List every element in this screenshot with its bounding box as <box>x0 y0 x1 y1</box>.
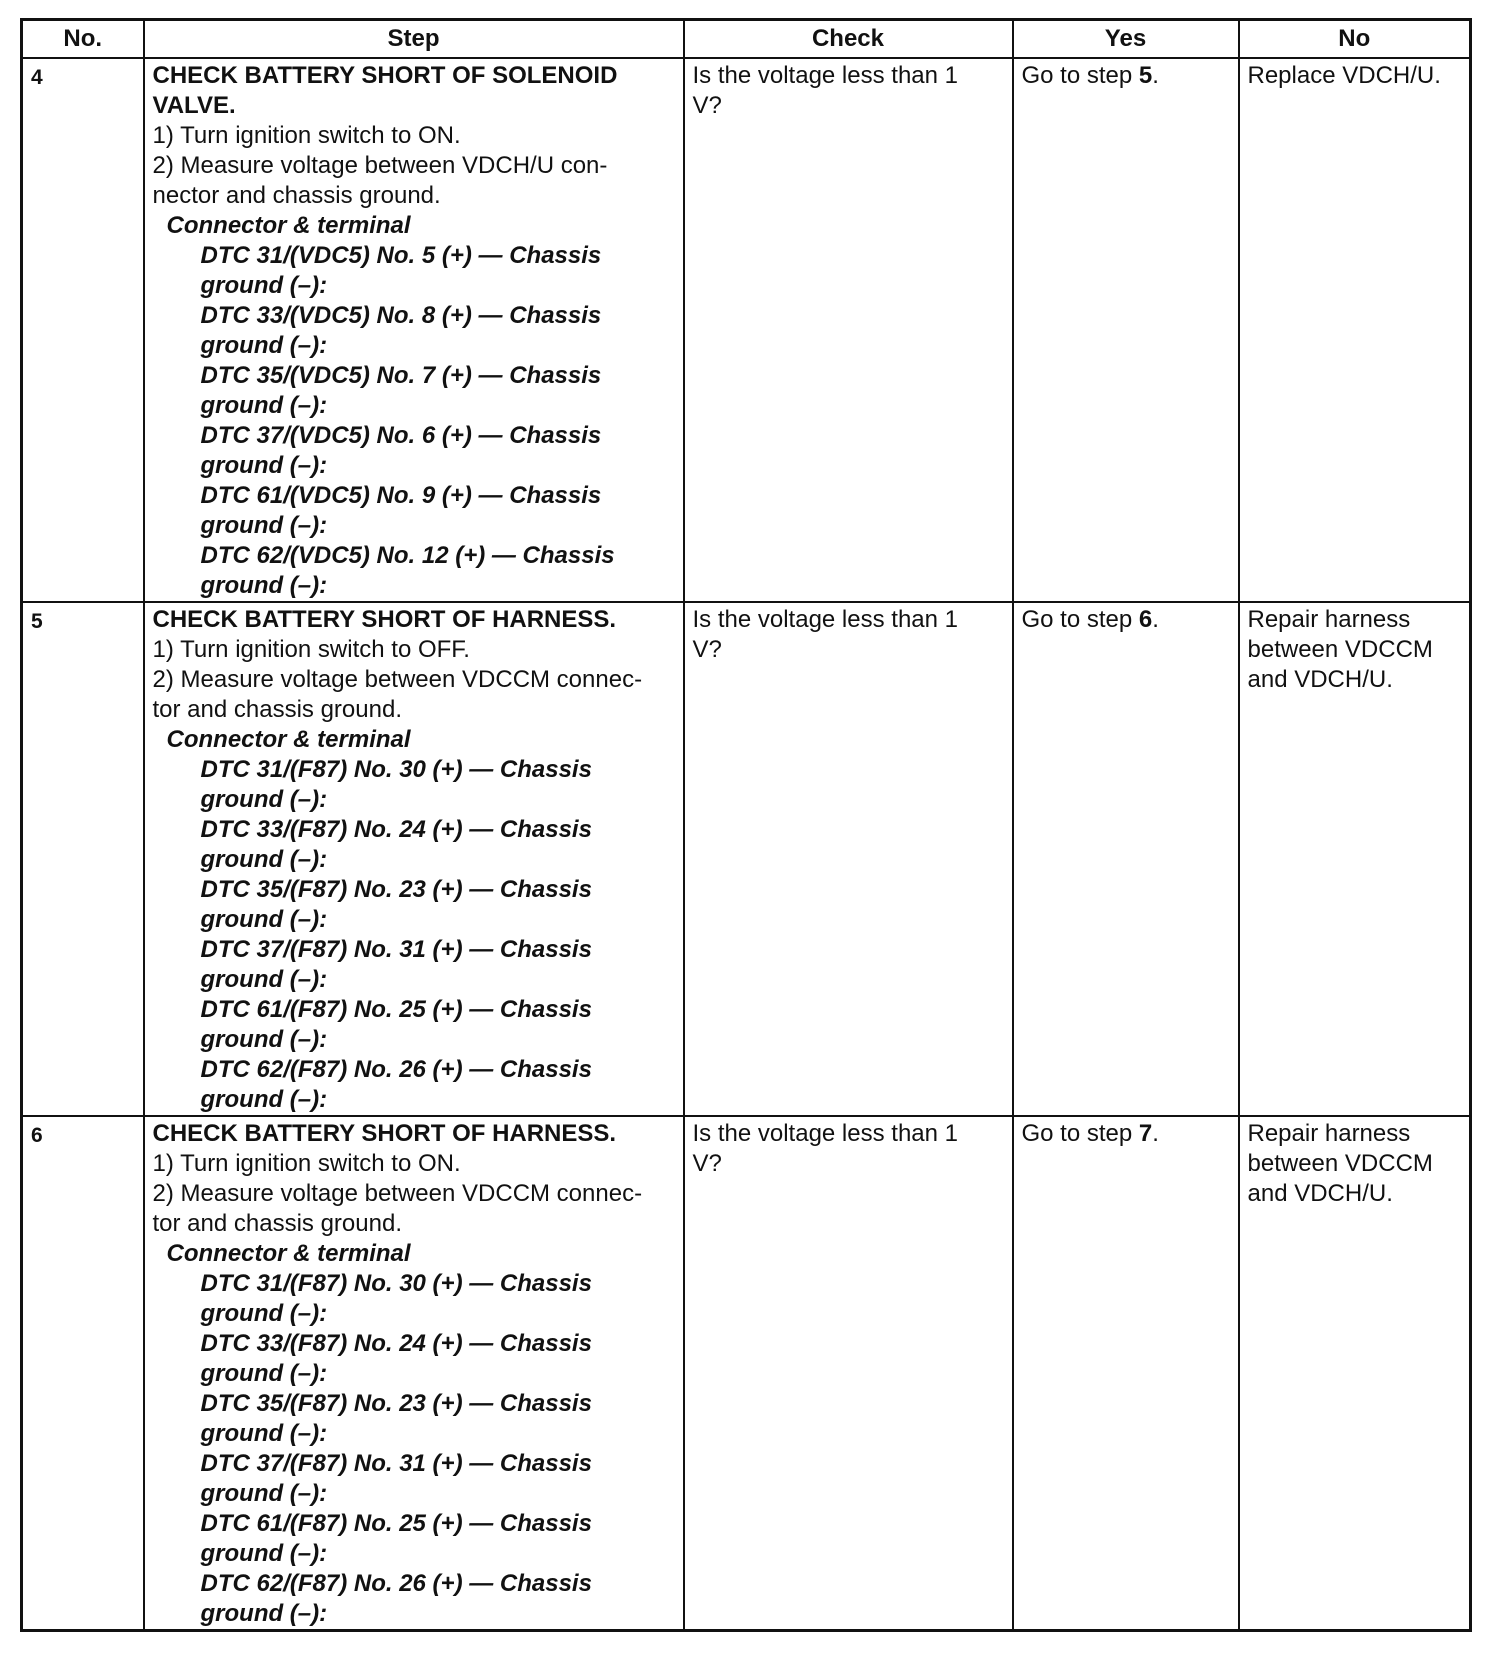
check-question: Is the voltage less than 1 V? <box>692 1120 958 1177</box>
yes-step-number: 5 <box>1138 62 1153 89</box>
terminal-spec: DTC 62/(F87) No. 26 (+) — Chassis ground (–): <box>200 1570 592 1627</box>
yes-action-prefix: Go to step <box>1021 62 1139 89</box>
header-no-result: No <box>1239 20 1471 59</box>
check-cell <box>684 602 1013 1116</box>
no-action: Repair harness between VDCCM and VDCH/U. <box>1247 606 1433 693</box>
step-number: 6 <box>22 1116 144 1631</box>
no-action: Repair harness between VDCCM and VDCH/U. <box>1247 1120 1433 1207</box>
yes-cell <box>1013 602 1239 1116</box>
step-cell <box>144 602 684 1116</box>
terminal-spec: DTC 37/(F87) No. 31 (+) — Chassis ground (–): <box>200 1450 592 1507</box>
terminal-spec: DTC 31/(F87) No. 30 (+) — Chassis ground (–): <box>200 756 592 813</box>
step-number: 5 <box>22 602 144 1116</box>
terminal-spec: DTC 35/(VDC5) No. 7 (+) — Chassis ground (–): <box>200 362 602 419</box>
diagnostic-table <box>20 18 1472 1632</box>
step-instruction: 1) Turn ignition switch to ON. <box>152 1150 461 1177</box>
yes-step-number: 6 <box>1138 606 1153 633</box>
yes-action-suffix: . <box>1152 606 1159 633</box>
terminal-spec: DTC 61/(F87) No. 25 (+) — Chassis ground (–): <box>200 1510 592 1567</box>
yes-cell <box>1013 58 1239 602</box>
connector-heading: Connector & terminal <box>166 212 411 239</box>
check-question: Is the voltage less than 1 V? <box>692 62 958 119</box>
table-header <box>22 20 1471 59</box>
connector-heading: Connector & terminal <box>166 726 411 753</box>
header-yes: Yes <box>1013 20 1239 59</box>
step-instruction: 1) Turn ignition switch to ON. <box>152 122 461 149</box>
terminal-spec: DTC 35/(F87) No. 23 (+) — Chassis ground (–): <box>200 876 592 933</box>
terminal-spec: DTC 61/(VDC5) No. 9 (+) — Chassis ground (–): <box>200 482 602 539</box>
terminal-spec: DTC 31/(F87) No. 30 (+) — Chassis ground (–): <box>200 1270 592 1327</box>
yes-action <box>1022 61 1230 91</box>
table-body <box>22 58 1471 1631</box>
terminal-spec: DTC 33/(VDC5) No. 8 (+) — Chassis ground (–): <box>200 302 602 359</box>
yes-action <box>1022 605 1230 635</box>
terminal-spec: DTC 31/(VDC5) No. 5 (+) — Chassis ground (–): <box>200 242 602 299</box>
yes-step-number: 7 <box>1138 1120 1153 1147</box>
terminal-spec: DTC 33/(F87) No. 24 (+) — Chassis ground (–): <box>200 1330 592 1387</box>
step-cell <box>144 1116 684 1631</box>
terminal-spec: DTC 62/(F87) No. 26 (+) — Chassis ground (–): <box>200 1056 592 1113</box>
no-cell <box>1239 602 1471 1116</box>
terminal-spec: DTC 33/(F87) No. 24 (+) — Chassis ground (–): <box>200 816 592 873</box>
terminal-spec: DTC 37/(VDC5) No. 6 (+) — Chassis ground (–): <box>200 422 602 479</box>
yes-action-suffix: . <box>1152 62 1159 89</box>
check-cell <box>684 58 1013 602</box>
header-check: Check <box>684 20 1013 59</box>
no-cell <box>1239 58 1471 602</box>
terminal-spec: DTC 61/(F87) No. 25 (+) — Chassis ground (–): <box>200 996 592 1053</box>
yes-action-prefix: Go to step <box>1021 606 1139 633</box>
terminal-spec: DTC 62/(VDC5) No. 12 (+) — Chassis ground (–): <box>200 542 615 599</box>
connector-heading: Connector & terminal <box>166 1240 411 1267</box>
table-row <box>22 58 1471 602</box>
step-cell <box>144 58 684 602</box>
step-number: 4 <box>22 58 144 602</box>
table-row <box>22 602 1471 1116</box>
no-action: Replace VDCH/U. <box>1247 62 1441 89</box>
yes-action <box>1022 1119 1230 1149</box>
yes-action-prefix: Go to step <box>1021 1120 1139 1147</box>
step-instruction: 2) Measure voltage between VDCCM connec- tor and chassis ground. <box>152 666 643 723</box>
terminal-spec: DTC 35/(F87) No. 23 (+) — Chassis ground (–): <box>200 1390 592 1447</box>
step-instruction: 2) Measure voltage between VDCCM connec- tor and chassis ground. <box>152 1180 643 1237</box>
check-cell <box>684 1116 1013 1631</box>
step-instruction: 1) Turn ignition switch to OFF. <box>152 636 470 663</box>
header-step: Step <box>144 20 684 59</box>
no-cell <box>1239 1116 1471 1631</box>
yes-action-suffix: . <box>1152 1120 1159 1147</box>
yes-cell <box>1013 1116 1239 1631</box>
step-instruction: 2) Measure voltage between VDCH/U con- nector and chassis ground. <box>152 152 608 209</box>
table-row <box>22 1116 1471 1631</box>
header-no: No. <box>22 20 144 59</box>
step-title: CHECK BATTERY SHORT OF HARNESS. <box>152 1120 617 1147</box>
check-question: Is the voltage less than 1 V? <box>692 606 958 663</box>
step-title: CHECK BATTERY SHORT OF HARNESS. <box>152 606 617 633</box>
step-title: CHECK BATTERY SHORT OF SOLENOID VALVE. <box>152 62 618 119</box>
terminal-spec: DTC 37/(F87) No. 31 (+) — Chassis ground (–): <box>200 936 592 993</box>
